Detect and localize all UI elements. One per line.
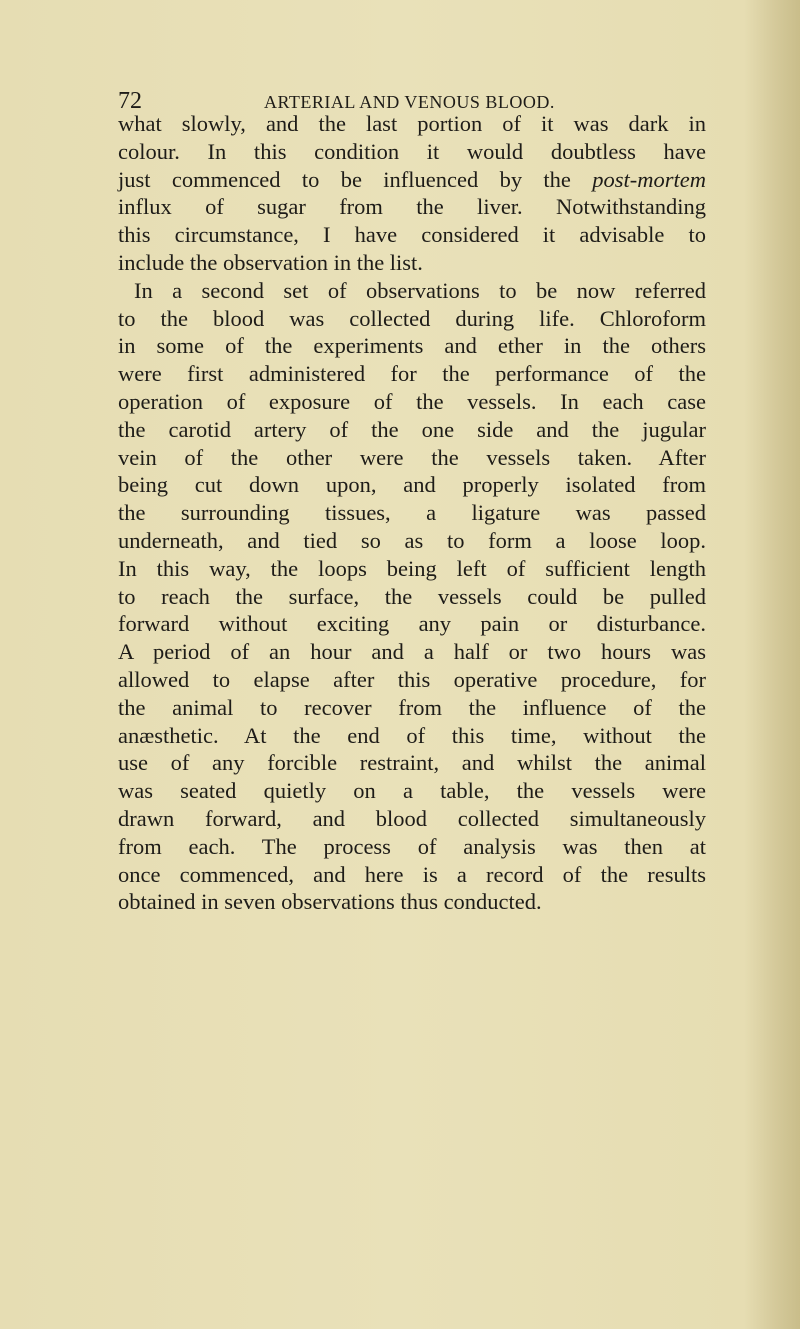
text-line: allowed to elapse after this operative procedure, for [118,666,706,692]
text-line: the animal to recover from the influence of the [118,694,706,720]
text-line: A period of an hour and a half or two hours was [118,639,706,665]
text-line: to the blood was collected during life. Chloroform [118,305,706,331]
text-line: in some of the experiments and ether in the others [118,333,706,359]
text-line: use of any forcible restraint, and whilst the animal [118,750,706,776]
text-line: to reach the surface, the vessels could be pulled [118,583,706,609]
text-line: influx of sugar from the liver. Notwithstanding [118,194,706,220]
text-line: just commenced to be influenced by the post-mortem [118,166,706,192]
text-line: include the observation in the list. [118,249,423,275]
text-line: colour. In this condition it would doubtless have [118,138,706,164]
text-line: was seated quietly on a table, the vessels were [118,778,706,804]
text-line: obtained in seven observations thus conducted. [118,889,542,915]
body-text [118,110,706,916]
text-line: operation of exposure of the vessels. In each case [118,388,706,414]
text-line: once commenced, and here is a record of the results [118,861,706,887]
text-line: In this way, the loops being left of sufficient length [118,555,706,581]
text-line: were first administered for the performance of the [118,361,706,387]
text-line: vein of the other were the vessels taken. After [118,444,706,470]
text-line: what slowly, and the last portion of it was dark in [118,111,706,136]
text-line: the carotid artery of the one side and the jugular [118,416,706,442]
text-line: underneath, and tied so as to form a loose loop. [118,527,706,553]
text-line: from each. The process of analysis was then at [118,833,706,859]
running-title: ARTERIAL AND VENOUS BLOOD. [264,92,555,112]
text-line: In a second set of observations to be now referred [134,277,706,303]
text-line: this circumstance, I have considered it advisable to [118,222,706,248]
page-number: 72 [118,88,142,114]
text-line: forward without exciting any pain or disturbance. [118,611,706,637]
text-line: drawn forward, and blood collected simultaneously [118,805,706,831]
text-line: anæsthetic. At the end of this time, without the [118,722,706,748]
text-line: the surrounding tissues, a ligature was passed [118,500,706,526]
text-line: being cut down upon, and properly isolated from [118,472,706,498]
